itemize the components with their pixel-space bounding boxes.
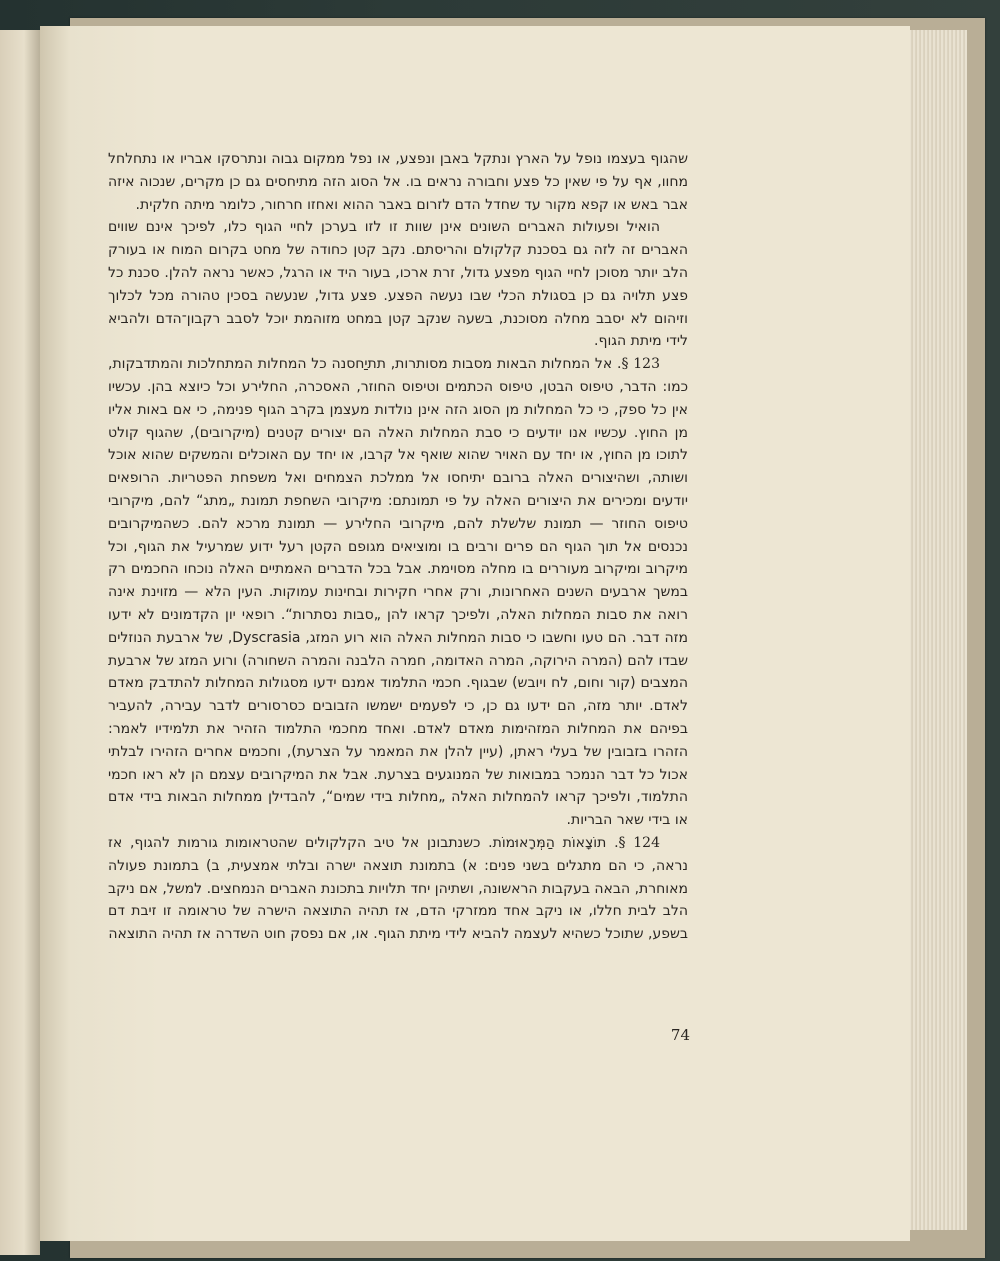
page-edges-stack bbox=[905, 30, 967, 1230]
paragraph-text: אל המחלות הבאות מסבות מסותרות, תתיַחסנה כל המחלות המתחלכות והמתדבקות, כמו: הדבר, טיפוס הבטן, טיפוס הכתמים וטיפוס החוזר, האסכרה, החלירע וכל כיוצא בהן. עכשיו אין כל ספק, כי כל המחלות מן הסוג הזה אינן נולדות מעצמן בקרב הגוף פנימה, כי אם באות אליו מן החוץ. עכשיו אנו יודעים כי סבת המחלות האלה הם יצורים קטנים (מיקרובים), שהגוף קולט לתוכו מן החוץ, או יחד עם האויר שהוא שואף אל קרבו, או יחד עם האוכלים והמשקים שהוא אוכל ושותה, ושהיצורים האלה ברובם יתיחסו אל ממלכת הצמחים ואל משפחת הפטריות. הרופאים יודעים ומכירים את היצורים האלה על פי תמונתם: מיקרובי השחפת תמונת „מתג“ להם, מיקרובי טיפוס החוזר — תמונת שלשלת להם, מיקרובי החלירע — תמונת מרכא להם. כשהמיקרובים נכנסים אל תוך הגוף הם פרים ורבים בו ומוציאים מגופם הקטן רעל ידוע שמרעיל את הגוף, וכל מיקרוב ומיקרוב מעוררים בו מחלה מסוימת. אבל בכל הדברים האמתיים האלה נוכחו החכמים רק במשך ארבעים השנים האחרונות, ורק אחרי חקירות ובחינות עמוקות. העין הלא — מזוינת אינה רואה את סבות המחלות האלה, ולפיכך קראו להן „סבות נסתרות“. רופאי יון הקדמונים לא ידעו מזה דבר. הם טעו וחשבו כי סבות המחלות האלה הוא רוע המזג, Dyscrasia, של ארבעת הנוזלים שבדו להם (המרה הירוקה, המרה האדומה, חמרה הלבנה והמרה השחורה) ורוע המזג של ארבעת המצבים (קור וחום, לח ויובש) שבגוף. חכמי התלמוד אמנם ידעו מסגולות המחלות להתדבק מאדם לאדם. יותר מזה, הם ידעו גם כן, כי לפעמים ישמשו הזבובים כסרסורים לדבר עבירה, להעביר בפיהם את המחלות המזהימות מאדם לאדם. ואחד מחכמי התלמוד הזהיר את תלמידיו לאמר: הזהרו בזבובין של בעלי ראתן, (עיין להלן את המאמר על הצרעת), וחכמים אחרים הזהירו לבלתי אכול כל דבר הנמכר במבואות של המנוגעים בצרעת. אבל את המיקרובים עצמם הן לא ראו חכמי התלמוד, ולפיכך קראו להמחלות האלה „מחלות בידי שמים“, להבדילן ממחלות הבאות בידי אדם או בידי שאר הבריות. bbox=[108, 356, 688, 829]
paragraph-3 bbox=[108, 353, 688, 832]
hebrew-text-block bbox=[108, 148, 688, 946]
paragraph-text: הואיל ופעולות האברים השונים אינן שוות זו לזו בערכן לחיי הגוף כלו, לפיכך אינם שווים האברים זה לזה גם בסכנת קלקולם והריסתם. נקב קטן כחודה של מחט בקרום המוח או בעורק הלב יותר מסוכן לחיי הגוף מפצע גדול, זרת ארכו, בעור היד או הרגל, כאשר נראה להלן. סכנת כל פצע תלויה גם כן בסגולת הכלי שבו נעשה הפצע. פצע גדול, שנעשה בסכין טהורה מכל לכלוך וזיהום לא יסבב מחלה מסוכנת, בשעה שנקב קטן במחט מזוהמת יוכל לסבב רקבון־הדם ולהביא לידי מיתת הגוף. bbox=[108, 219, 688, 350]
page-number: 74 bbox=[670, 1026, 690, 1044]
paragraph-text: תוֹצָאוֹת הַמְּרָאוּמוֹת. כשנתבונן אל טיב הקלקולים שהטראומות גורמות להגוף, אז נראה, כי הם מתגלים בשני פנים: א) בתמונת תוצאה ישרה ובלתי אמצעית, ב) בתמונת פעולה מאוחרת, הבאה בעקבות הראשונה, ושתיהן יחד תלויות בתכונת האברים הנמחצים. למשל, אם ניקב הלב לבית חללו, או ניקב אחד ממזרקי הדם, אז תהיה התוצאה הישרה של טראומה זו זיבת דם בשפע, שתוכל כשהיא לעצמה להביא לידי מיתת הגוף. או, אם נפסק חוט השדרה אז תהיה התוצאה bbox=[108, 834, 688, 943]
section-number: 124 §. bbox=[614, 834, 660, 851]
paragraph-4 bbox=[108, 832, 688, 946]
paragraph-2 bbox=[108, 216, 688, 353]
section-number: 123 §. bbox=[617, 356, 660, 373]
left-page-edge bbox=[0, 30, 40, 1255]
paragraph-1 bbox=[108, 148, 688, 216]
paragraph-text: שהגוף בעצמו נופל על הארץ ונתקל באבן ונפצע, או נפל ממקום גבוה ונתרסקו אבריו או נתחלחל מחוו, אף על פי שאין כל פצע וחבורה נראים בו. אל הסוג הזה מתיחסים גם כן מקרים, שנכוה איזה אבר באש או קפא מקור עד שחדל הדם לזרום באבר ההוא ואחזו חרחור, כלומר מיתה חלקית. bbox=[108, 151, 688, 213]
